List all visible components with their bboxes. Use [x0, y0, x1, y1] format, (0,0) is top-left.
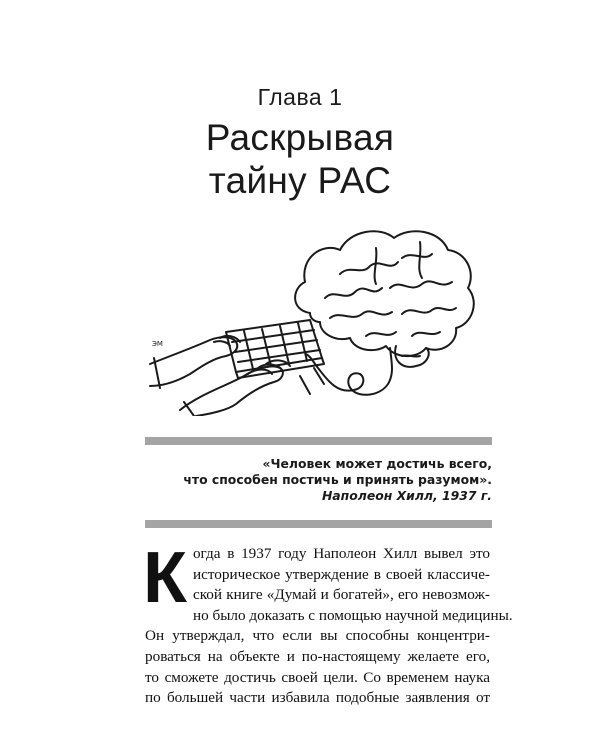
- illustration-signature: ЭМ: [152, 340, 163, 348]
- body-paragraph: [143, 538, 513, 709]
- chapter-label: Глава 1: [257, 84, 343, 110]
- brain-keyboard-icon: [140, 218, 480, 416]
- body-line-3: ской книге «Думай и богатей», его невозмож-: [192, 586, 490, 604]
- body-line-2: историческое утверждение в своей классиче-: [192, 565, 490, 583]
- body-line-8: по большей части избавила подобные заявления от: [145, 689, 490, 707]
- epigraph-line-2: что способен постичь и принять разумом».: [183, 472, 492, 487]
- chapter-title-line-2: тайну РАС: [208, 160, 392, 201]
- body-line-7: то сможете достичь своей цели. Со временем наука: [145, 668, 490, 686]
- epigraph-bottom-rule: [145, 520, 492, 528]
- chapter-title-line-1: Раскрывая: [205, 117, 395, 158]
- body-line-5: Он утверждал, что если вы способны концентри-: [145, 627, 490, 645]
- chapter-title: [0, 116, 600, 202]
- body-line-1: огда в 1937 году Наполеон Хилл вывел это: [192, 545, 490, 562]
- body-line-6: роваться на объекте и по-настоящему желаете его,: [145, 647, 490, 665]
- drop-cap: К: [143, 538, 187, 618]
- body-line-4: но было доказать с помощью научной медицины.: [192, 606, 513, 624]
- epigraph-author: Наполеон Хилл, 1937 г.: [321, 488, 492, 503]
- epigraph-top-rule: [145, 437, 492, 445]
- epigraph: [145, 456, 492, 504]
- epigraph-line-1: «Человек может достичь всего,: [262, 456, 492, 471]
